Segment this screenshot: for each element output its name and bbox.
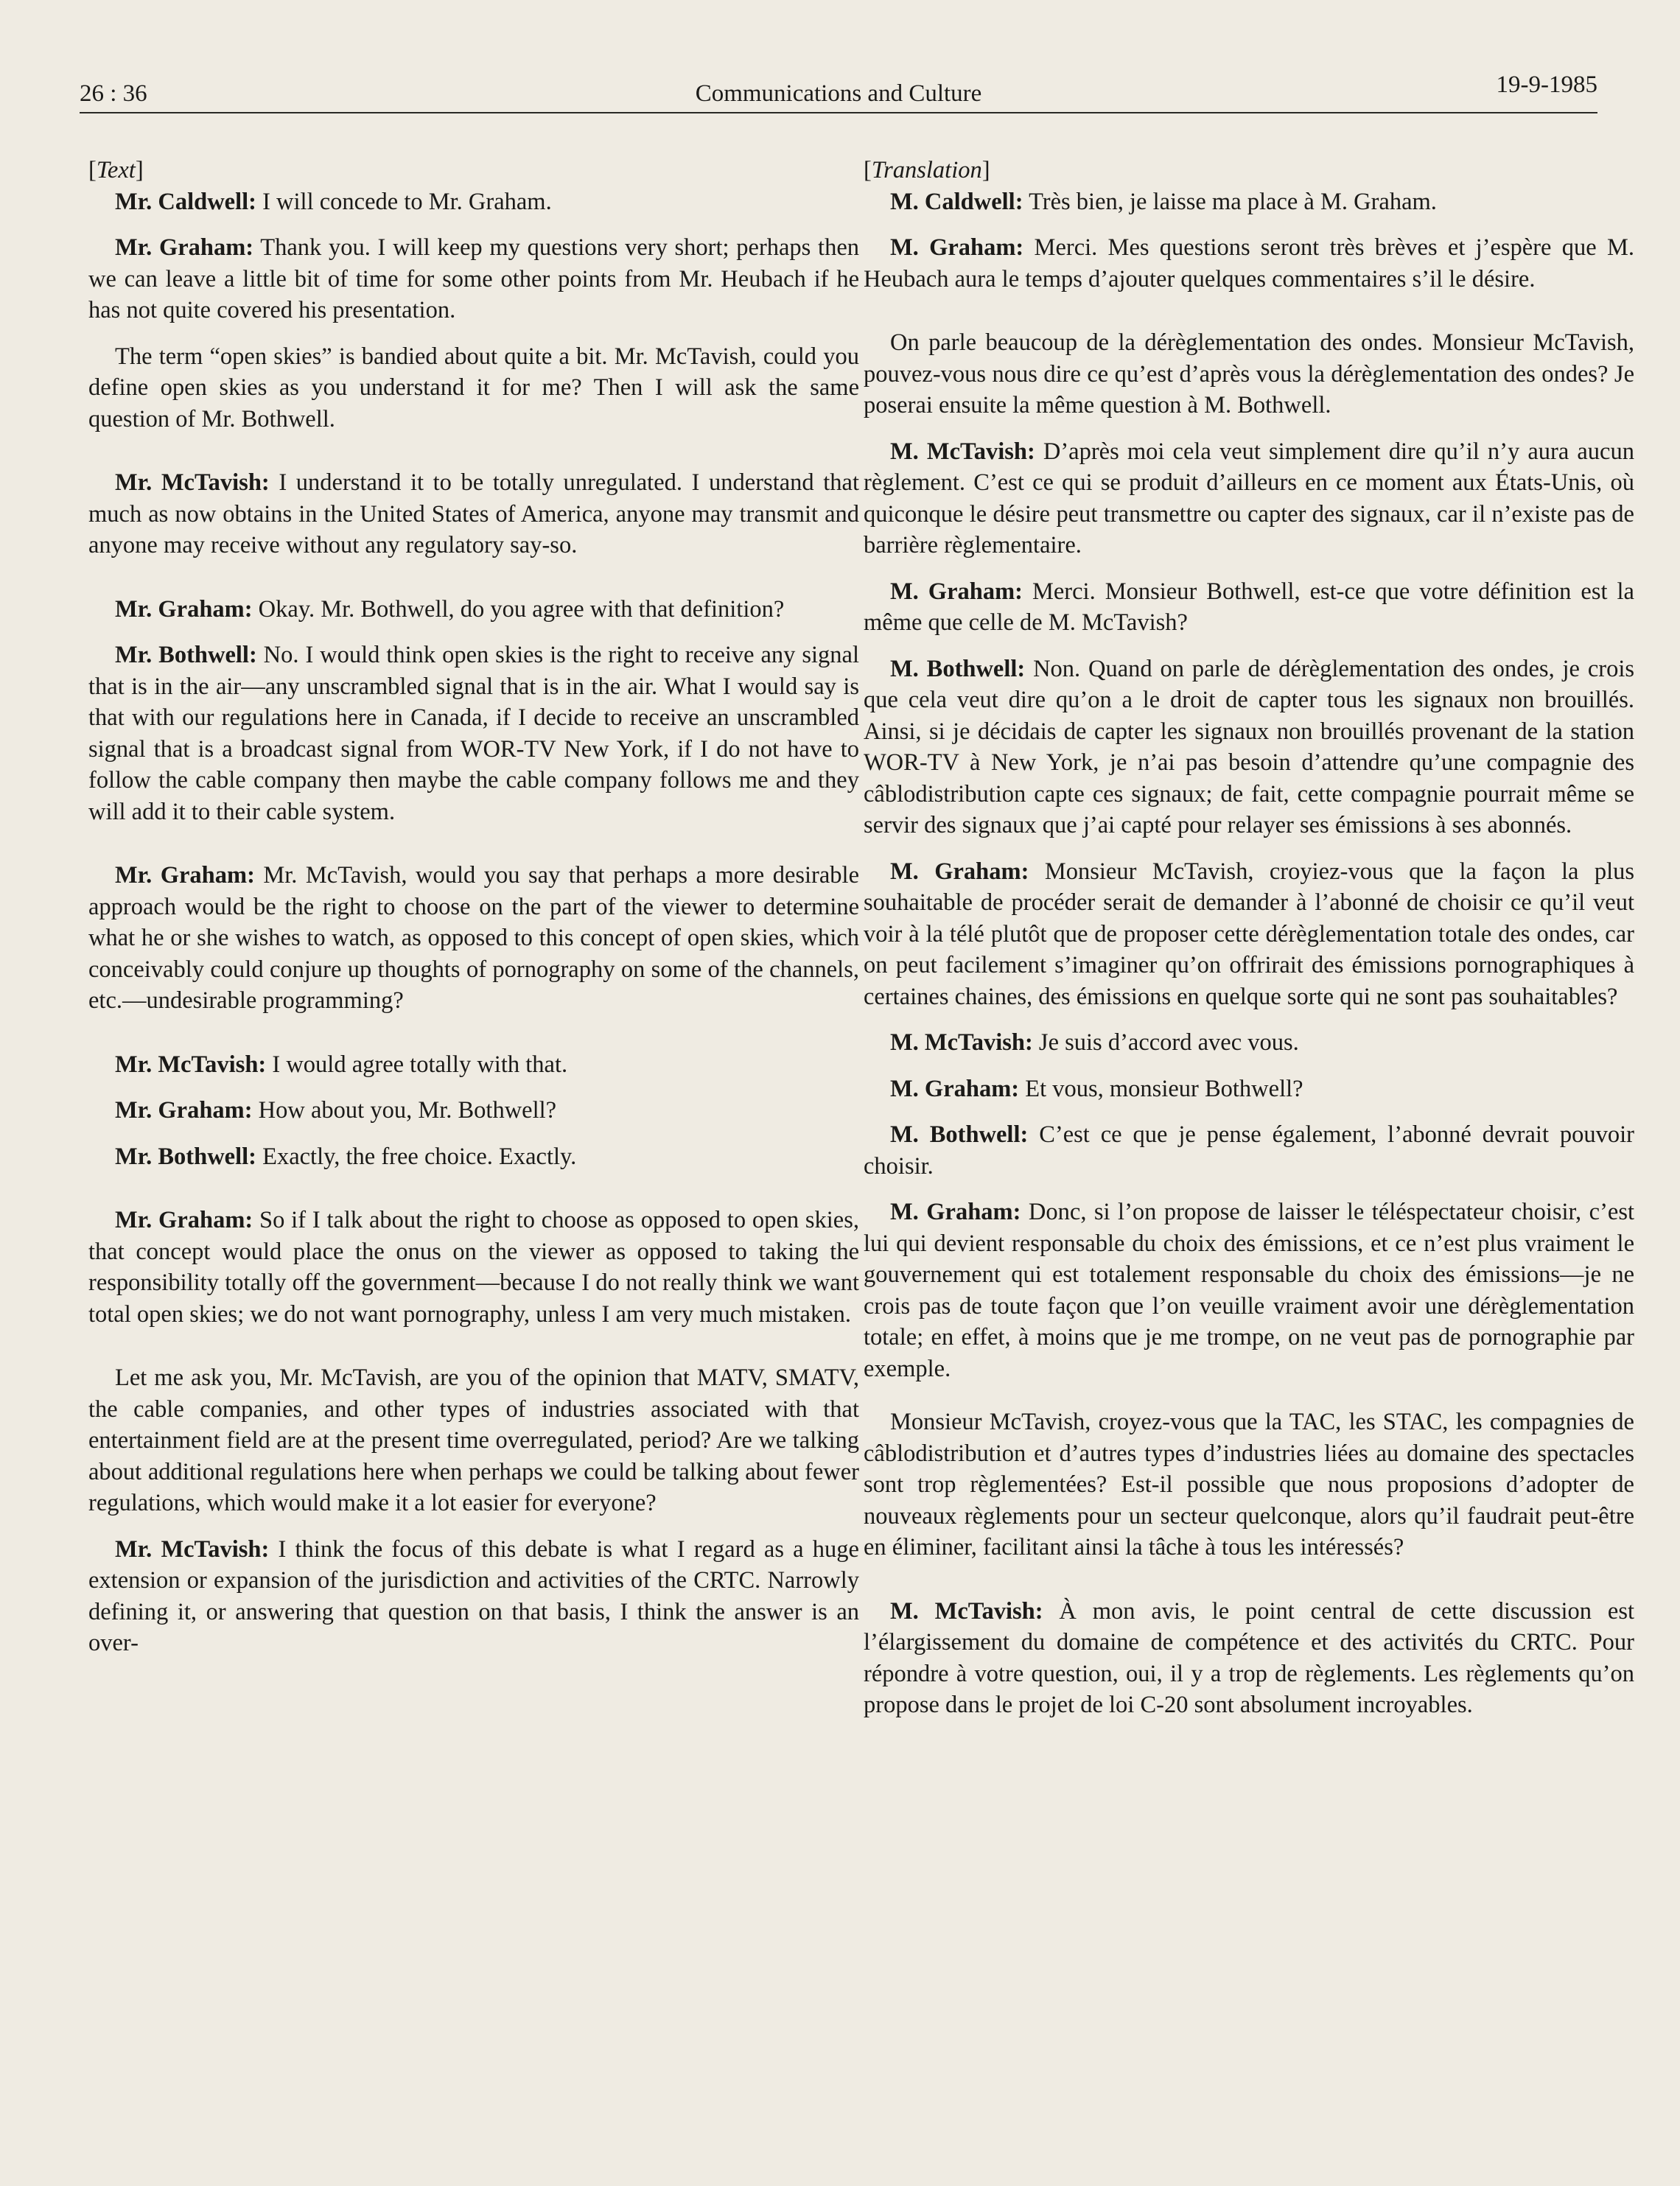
paragraph: Mr. Bothwell: No. I would think open skies is the right to receive any signal that is in the air—any unscrambled signal that is in the air. What I would say is that with our regulations here in Canada, if I decide to receive an unscrambled signal that is a broadcast signal from WOR-TV New York, if I do not have to follow the cable company then maybe the cable company follows me and they will add it to their cable system. — [88, 642, 859, 825]
english-column — [88, 155, 859, 1674]
paragraph: M. McTavish: Je suis d’accord avec vous. — [890, 1029, 1299, 1056]
paragraph: Mr. Graham: So if I talk about the right to choose as opposed to open skies, that concept would place the onus on the viewer as opposed to taking the responsibility totally off the government—because I do not really think we want total open skies; we do not want pornography, unless I am very much mistaken. — [88, 1207, 860, 1328]
publication-date: 19-9-1985 — [1496, 71, 1597, 98]
paragraph: Mr. Caldwell: I will concede to Mr. Graham. — [115, 188, 552, 215]
paragraph: M. Graham: Merci. Monsieur Bothwell, est-ce que votre définition est la même que celle de M. McTavish? — [864, 578, 1634, 636]
publication-title: Communications and Culture — [695, 80, 982, 107]
paragraph: M. Caldwell: Très bien, je laisse ma place à M. Graham. — [890, 188, 1437, 215]
paragraph: Mr. Graham: Thank you. I will keep my questions very short; perhaps then we can leave a little bit of time for some other points from Mr. Heubach if he has not quite covered his presentation. — [88, 234, 859, 323]
page-header — [80, 68, 1597, 113]
paragraph: M. Graham: Monsieur McTavish, croyiez-vous que la façon la plus souhaitable de procéder serait de demander à l’abonné de choisir ce qu’il veut voir à la télé plutôt que de proposer cette dérèglementation totale des ondes, car on peut facilement s’imaginer qu’on offrirait des émissions pornographiques à certaines chaines, des émissions en quelque sorte qui ne sont pas souhaitables? — [864, 858, 1634, 1010]
paragraph: M. Graham: Merci. Mes questions seront très brèves et j’espère que M. Heubach aura le temps d’ajouter quelques commentaires s’il le désire. — [864, 234, 1634, 292]
paragraph: M. McTavish: À mon avis, le point central de cette discussion est l’élargissement du domaine de compétence et des activités du CRTC. Pour répondre à votre question, oui, il y a trop de règlements. Les règlements qu’on propose dans le projet de loi C-20 sont absolument incroyables. — [864, 1597, 1635, 1718]
paragraph: M. Graham: Donc, si l’on propose de laisser le téléspectateur choisir, c’est lui qui devient responsable du choix des émissions, et ce n’est plus vraiment le gouvernement qui est totalement responsable du choix des émissions—je ne crois pas de toute façon que l’on veuille vraiment avoir une dérèglementation totale; en effet, à moins que je me trompe, on ne veut pas de pornographie par exemple. — [864, 1199, 1634, 1382]
french-column — [864, 155, 1634, 1736]
paragraph: Mr. McTavish: I understand it to be totally unregulated. I understand that much as now obtains in the United States of America, anyone may transmit and anyone may receive without any regulatory say-so. — [88, 469, 859, 558]
section-label-text: [Text] — [88, 157, 144, 183]
paragraph: Mr. Bothwell: Exactly, the free choice. Exactly. — [115, 1143, 577, 1170]
paragraph: M. McTavish: D’après moi cela veut simplement dire qu’il n’y aura aucun règlement. C’est ce qui se produit d’ailleurs en ce moment aux États-Unis, où quiconque le désire peut transmettre ou capter des signaux, car il n’existe pas de barrière règlementaire. — [864, 438, 1634, 558]
page-number: 26 : 36 — [80, 80, 147, 107]
paragraph: Mr. McTavish: I think the focus of this debate is what I regard as a huge extension or expansion of the jurisdiction and activities of the CRTC. Narrowly defining it, or answering that question on that basis, I think the answer is an over- — [88, 1535, 859, 1656]
paragraph: On parle beaucoup de la dérèglementation des ondes. Monsieur McTavish, pouvez-vous nous dire ce qu’est d’après vous la dérèglementation des ondes? Je poserai ensuite la même question à M. Bothwell. — [864, 329, 1634, 418]
paragraph: Mr. Graham: How about you, Mr. Bothwell? — [115, 1097, 557, 1124]
paragraph: The term “open skies” is bandied about quite a bit. Mr. McTavish, could you define open skies as you understand it for me? Then I will ask the same question of Mr. Bothwell. — [88, 343, 859, 432]
paragraph: M. Graham: Et vous, monsieur Bothwell? — [890, 1075, 1303, 1102]
paragraph: Mr. Graham: Okay. Mr. Bothwell, do you agree with that definition? — [115, 595, 785, 623]
paragraph: Mr. McTavish: I would agree totally with that. — [115, 1051, 568, 1078]
section-label-translation: [Translation] — [864, 157, 990, 183]
paragraph: M. Bothwell: C’est ce que je pense également, l’abonné devrait pouvoir choisir. — [864, 1121, 1634, 1180]
paragraph: Mr. Graham: Mr. McTavish, would you say that perhaps a more desirable approach would be the right to choose on the part of the viewer to determine what he or she wishes to watch, as opposed to this concept of open skies, which conceivably could conjure up thoughts of pornography on some of the channels, etc.—undesirable programming? — [88, 862, 859, 1014]
paragraph: M. Bothwell: Non. Quand on parle de dérèglementation des ondes, je crois que cela veut dire qu’on a le droit de capter tous les signaux non brouillés. Ainsi, si je décidais de capter les signaux non brouillés provenant de la station WOR-TV à New York, je n’ai pas besoin d’attendre qu’une compagnie des câblodistribution capte ces signaux; de fait, cette compagnie pourrait même se servir des signaux que j’ai capté pour relayer ses émissions à ses abonnés. — [864, 655, 1634, 838]
paragraph: Let me ask you, Mr. McTavish, are you of the opinion that MATV, SMATV, the cable companies, and other types of industries associated with that entertainment field are at the present time overregulated, period? Are we talking about additional regulations here when perhaps we could be talking about fewer regulations, which would make it a lot easier for everyone? — [88, 1365, 859, 1516]
paragraph: Monsieur McTavish, croyez-vous que la TAC, les STAC, les compagnies de câblodistribution et d’autres types d’industries liées au domaine des spectacles sont trop règlementées? Est-il possible que nous proposions d’adopter de nouveaux règlements pour un secteur quelconque, alors qu’il faudrait peut-être en éliminer, facilitant ainsi la tâche à tous les intéressés? — [864, 1409, 1634, 1560]
